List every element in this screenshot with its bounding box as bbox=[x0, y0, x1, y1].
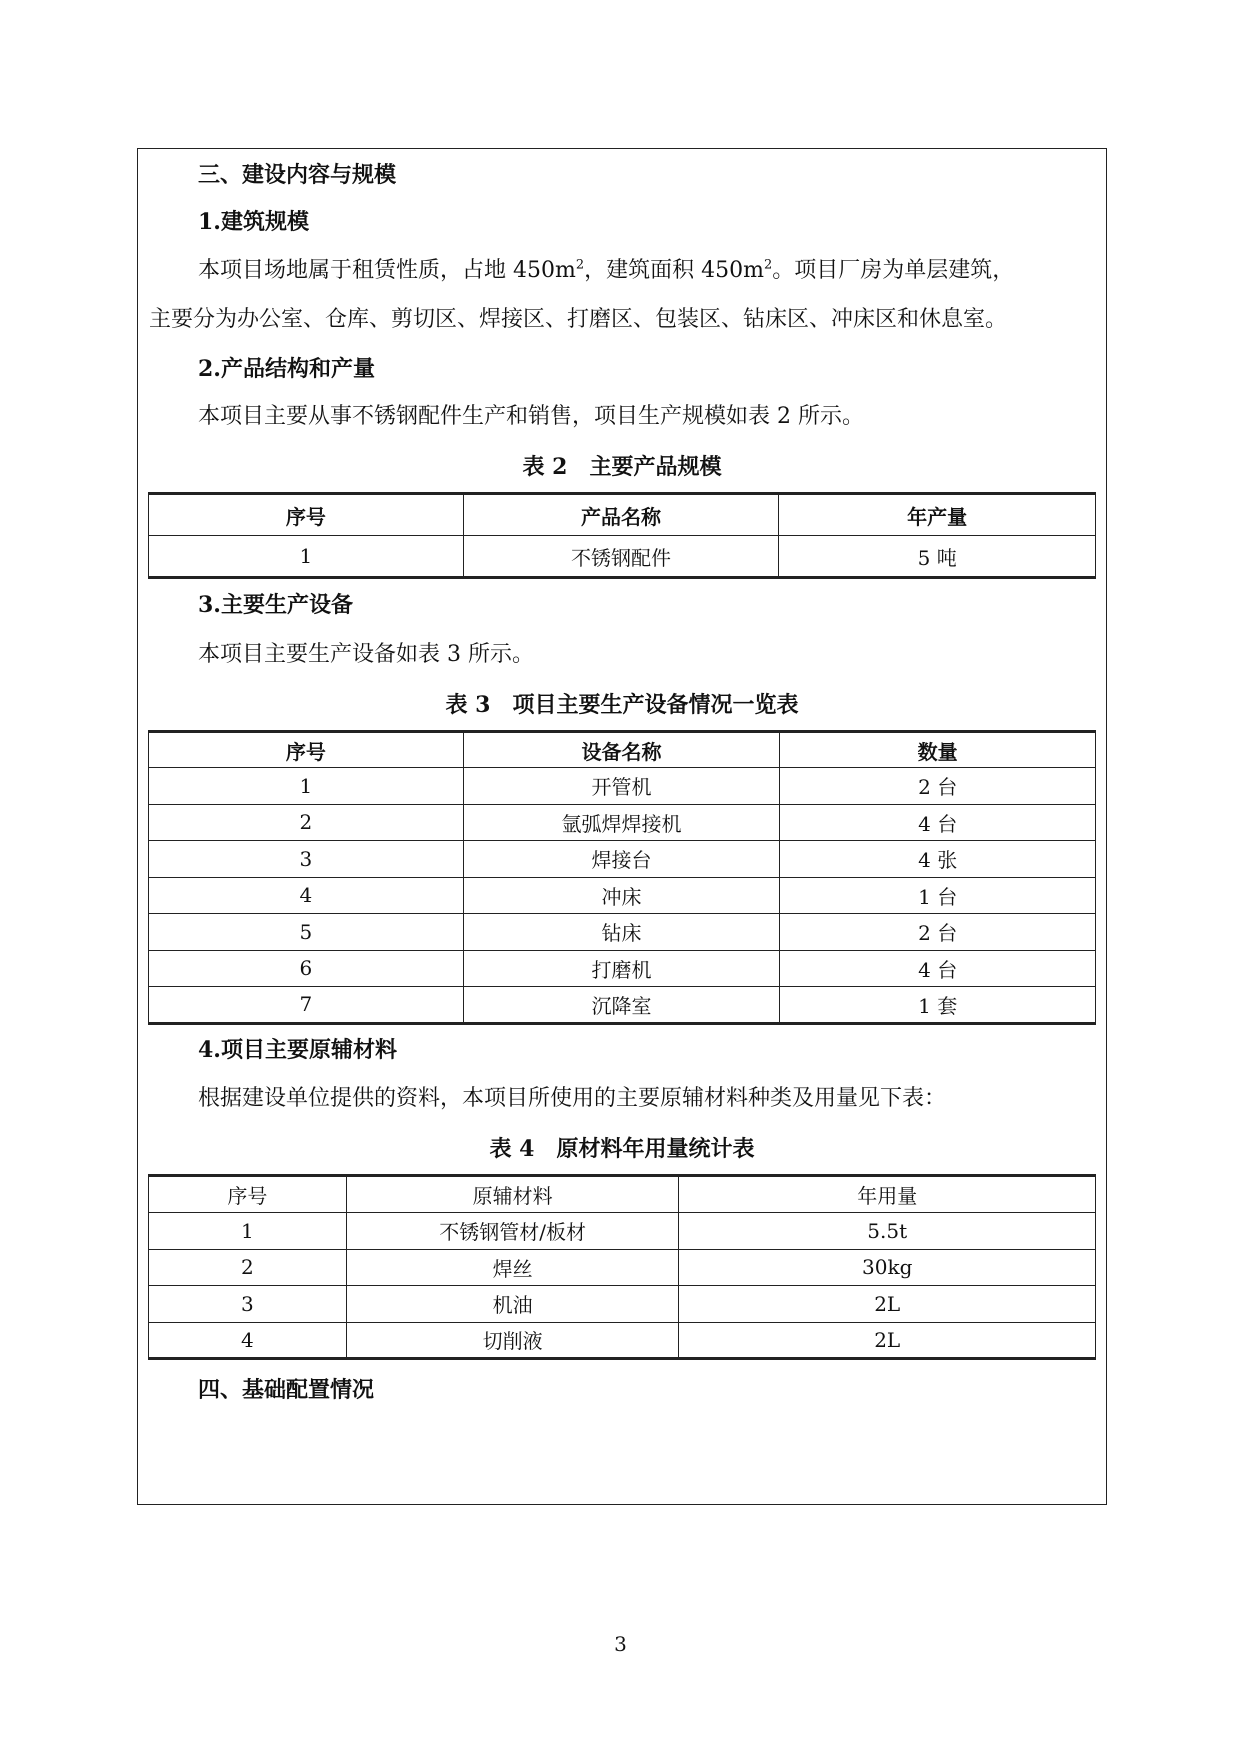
subsection-1-title: 1.建筑规模 bbox=[198, 209, 309, 235]
paragraph-building-scale-2: 主要分为办公室、仓库、剪切区、焊接区、打磨区、包装区、钻床区、冲床区和休息室。 bbox=[149, 307, 1008, 332]
table-cell: 1 套 bbox=[780, 987, 1096, 1024]
table-cell: 3 bbox=[149, 841, 464, 878]
table-cell: 7 bbox=[149, 987, 464, 1024]
table-row bbox=[149, 841, 1096, 878]
section-3-heading: 三、建设内容与规模 bbox=[198, 162, 397, 188]
table-cell: 2L bbox=[679, 1322, 1096, 1359]
table-row bbox=[149, 1213, 1096, 1250]
subsection-4-title: 4.项目主要原辅材料 bbox=[198, 1037, 397, 1063]
table-cell: 焊接台 bbox=[463, 841, 780, 878]
table-cell: 5.5t bbox=[679, 1213, 1096, 1250]
table-row bbox=[149, 877, 1096, 914]
table-cell: 钻床 bbox=[463, 914, 780, 951]
table-row bbox=[149, 804, 1096, 841]
table-cell: 焊丝 bbox=[346, 1249, 679, 1286]
paragraph-equipment: 本项目主要生产设备如表 3 所示。 bbox=[198, 642, 534, 667]
table-4 bbox=[148, 1174, 1096, 1360]
table-cell: 3 bbox=[149, 1286, 347, 1323]
table-4-header-annual-usage: 年用量 bbox=[679, 1176, 1096, 1213]
table-2 bbox=[148, 492, 1096, 579]
page-number: 3 bbox=[614, 1632, 627, 1656]
table-2-header-product: 产品名称 bbox=[463, 494, 779, 536]
table-cell: 冲床 bbox=[463, 877, 780, 914]
paragraph-product: 本项目主要从事不锈钢配件生产和销售，项目生产规模如表 2 所示。 bbox=[198, 404, 864, 429]
table-2-header-index: 序号 bbox=[149, 494, 464, 536]
table-cell: 1 bbox=[149, 768, 464, 805]
section-4-heading: 四、基础配置情况 bbox=[198, 1377, 375, 1403]
table-cell: 6 bbox=[149, 950, 464, 987]
table-row bbox=[149, 768, 1096, 805]
table-cell: 2 bbox=[149, 804, 464, 841]
table-cell: 2 台 bbox=[780, 914, 1096, 951]
table-cell: 5 bbox=[149, 914, 464, 951]
table-cell: 4 张 bbox=[780, 841, 1096, 878]
table-cell: 2 台 bbox=[780, 768, 1096, 805]
table-cell: 5 吨 bbox=[779, 536, 1096, 578]
table-cell: 开管机 bbox=[463, 768, 780, 805]
table-cell: 不锈钢配件 bbox=[463, 536, 779, 578]
paragraph-building-scale-1: 本项目场地属于租赁性质，占地 $450m^2$，建筑面积 $450m^2$。项目厂房为单层建筑， bbox=[198, 257, 1015, 283]
table-3 bbox=[148, 730, 1096, 1025]
table-4-caption: 表 4 原材料年用量统计表 bbox=[489, 1136, 755, 1162]
table-cell: 机油 bbox=[346, 1286, 679, 1323]
table-row bbox=[149, 1249, 1096, 1286]
table-cell: 1 bbox=[149, 536, 464, 578]
table-row bbox=[149, 1286, 1096, 1323]
table-cell: 4 bbox=[149, 1322, 347, 1359]
table-cell: 打磨机 bbox=[463, 950, 780, 987]
table-3-caption: 表 3 项目主要生产设备情况一览表 bbox=[445, 692, 799, 718]
table-row bbox=[149, 1322, 1096, 1359]
subsection-3-title: 3.主要生产设备 bbox=[198, 592, 353, 618]
table-3-header-equipment: 设备名称 bbox=[463, 732, 780, 768]
table-cell: 2L bbox=[679, 1286, 1096, 1323]
paragraph-materials: 根据建设单位提供的资料，本项目所使用的主要原辅材料种类及用量见下表： bbox=[198, 1086, 947, 1111]
table-cell: 2 bbox=[149, 1249, 347, 1286]
table-cell: 沉降室 bbox=[463, 987, 780, 1024]
table-cell: 氩弧焊焊接机 bbox=[463, 804, 780, 841]
table-4-header-material: 原辅材料 bbox=[346, 1176, 679, 1213]
table-cell: 4 台 bbox=[780, 950, 1096, 987]
subsection-2-title: 2.产品结构和产量 bbox=[198, 356, 375, 382]
table-cell: 1 台 bbox=[780, 877, 1096, 914]
table-row bbox=[149, 987, 1096, 1024]
table-cell: 1 bbox=[149, 1213, 347, 1250]
table-row bbox=[149, 536, 1096, 578]
table-cell: 不锈钢管材/板材 bbox=[346, 1213, 679, 1250]
table-2-header-output: 年产量 bbox=[779, 494, 1096, 536]
table-3-header-quantity: 数量 bbox=[780, 732, 1096, 768]
table-3-header-index: 序号 bbox=[149, 732, 464, 768]
table-4-header-index: 序号 bbox=[149, 1176, 347, 1213]
table-row bbox=[149, 914, 1096, 951]
table-cell: 30kg bbox=[679, 1249, 1096, 1286]
table-cell: 4 bbox=[149, 877, 464, 914]
table-cell: 切削液 bbox=[346, 1322, 679, 1359]
table-2-caption: 表 2 主要产品规模 bbox=[522, 454, 722, 480]
table-row bbox=[149, 950, 1096, 987]
table-cell: 4 台 bbox=[780, 804, 1096, 841]
